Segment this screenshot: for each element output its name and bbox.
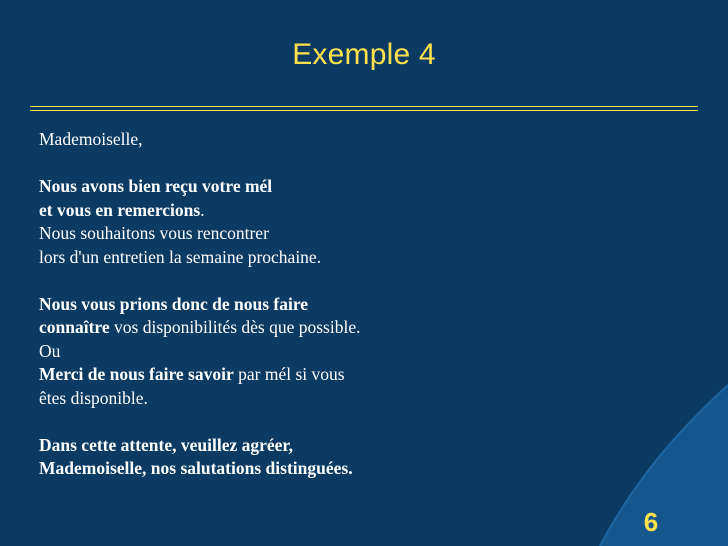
text-thanks-inform: Merci de nous faire savoir: [39, 364, 234, 384]
paragraph-closing: [39, 434, 509, 481]
text-know: connaître: [39, 317, 110, 337]
page-number: 6: [643, 507, 659, 537]
text-please: Nous vous prions donc de nous faire: [39, 293, 309, 314]
text-or: Ou: [39, 340, 61, 361]
closing-line-2: Mademoiselle, nos salutations distinguées.: [39, 458, 353, 478]
text-interview: lors d'un entretien la semaine prochaine.: [39, 246, 322, 267]
slide-title: Exemple 4: [292, 38, 436, 71]
letter-body: [39, 128, 509, 481]
paragraph-request: [39, 293, 509, 411]
closing-line-1: Dans cette attente, veuillez agréer,: [39, 434, 293, 455]
text-available: êtes disponible.: [39, 387, 148, 408]
text-meet: Nous souhaitons vous rencontrer: [39, 223, 269, 243]
text-availability: vos disponibilités dès que possible.: [109, 317, 361, 337]
text-by-email: par mél si vous: [233, 364, 345, 384]
title-divider: [30, 106, 698, 112]
text-period: .: [200, 199, 205, 220]
text-thanks: et vous en remercions: [39, 199, 201, 220]
paragraph-reception: [39, 175, 509, 269]
letter-salutation: Mademoiselle,: [39, 129, 143, 149]
text-received: Nous avons bien reçu votre mél: [39, 176, 273, 196]
